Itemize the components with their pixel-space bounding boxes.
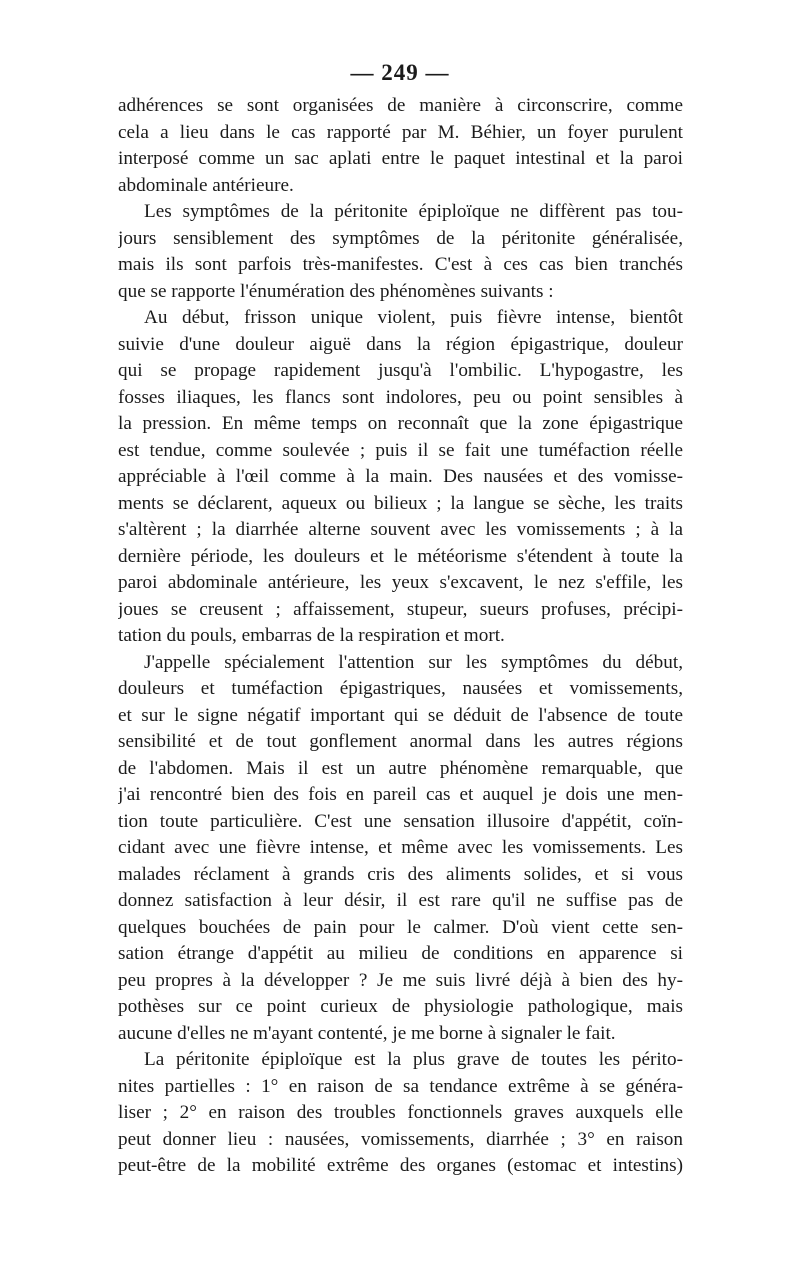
text-line: J'appelle spécialement l'attention sur les symptômes du début, xyxy=(144,651,683,673)
text-line: nites partielles : 1° en raison de sa tendance extrême à se généra- xyxy=(118,1075,683,1097)
text-line: Les symptômes de la péritonite épiploïque ne diffèrent pas tou- xyxy=(144,201,683,222)
text-line: pothèses sur ce point curieux de physiologie pathologique, mais xyxy=(118,996,683,1017)
text-line: de l'abdomen. Mais il est un autre phénomène remarquable, que xyxy=(118,757,683,779)
text-line: joues se creusent ; affaissement, stupeur, sueurs profuses, précipi- xyxy=(118,598,683,620)
text-line: que se rapporte l'énumération des phénomènes suivants : xyxy=(118,280,554,302)
text-line: dernière période, les douleurs et le météorisme s'étendent à toute la xyxy=(118,545,683,567)
text-line: donnez satisfaction à leur désir, il est rare qu'il ne suffise pas de xyxy=(118,890,683,911)
text-line: mais ils sont parfois très-manifestes. C'est à ces cas bien tranchés xyxy=(118,254,683,275)
text-line: Au début, frisson unique violent, puis fièvre intense, bientôt xyxy=(144,307,683,328)
text-line: La péritonite épiploïque est la plus grave de toutes les périto- xyxy=(144,1049,683,1070)
text-line: cela a lieu dans le cas rapporté par M. Béhier, un foyer purulent xyxy=(118,121,683,143)
page-number: — 249 — xyxy=(350,60,450,85)
text-line: abdominale antérieure. xyxy=(118,174,294,196)
text-line: suivie d'une douleur aiguë dans la région épigastrique, douleur xyxy=(118,333,683,355)
text-line: aucune d'elles ne m'ayant contenté, je me borne à signaler le fait. xyxy=(118,1022,616,1044)
body-text xyxy=(118,93,683,1180)
text-line: cidant avec une fièvre intense, et même avec les vomissements. Les xyxy=(118,837,683,858)
text-line: jours sensiblement des symptômes de la péritonite généralisée, xyxy=(118,227,683,249)
text-line: qui se propage rapidement jusqu'à l'ombilic. L'hypogastre, les xyxy=(118,360,683,381)
text-line: sation étrange d'appétit au milieu de conditions en apparence si xyxy=(118,943,683,964)
text-line: malades réclament à grands cris des aliments solides, et si vous xyxy=(118,863,683,885)
text-line: liser ; 2° en raison des troubles fonctionnels graves auxquels elle xyxy=(118,1102,683,1123)
text-line: interposé comme un sac aplati entre le paquet intestinal et la paroi xyxy=(118,148,683,169)
text-line: sensibilité et de tout gonflement anormal dans les autres régions xyxy=(118,731,683,752)
text-line: peu propres à la développer ? Je me suis livré déjà à bien des hy- xyxy=(118,969,683,991)
text-line: fosses iliaques, les flancs sont indolores, peu ou point sensibles à xyxy=(118,386,683,408)
text-line: quelques bouchées de pain pour le calmer. D'où vient cette sen- xyxy=(118,916,683,938)
text-line: paroi abdominale antérieure, les yeux s'excavent, le nez s'effile, les xyxy=(118,572,683,593)
text-line: s'altèrent ; la diarrhée alterne souvent avec les vomissements ; à la xyxy=(118,519,683,540)
text-line: ments se déclarent, aqueux ou bilieux ; la langue se sèche, les traits xyxy=(118,492,683,514)
text-line: peut donner lieu : nausées, vomissements, diarrhée ; 3° en raison xyxy=(118,1128,683,1150)
text-line: adhérences se sont organisées de manière à circonscrire, comme xyxy=(118,95,683,116)
text-line: tion toute particulière. C'est une sensation illusoire d'appétit, coïn- xyxy=(118,810,683,832)
text-line: et sur le signe négatif important qui se déduit de l'absence de toute xyxy=(118,704,683,726)
text-line: la pression. En même temps on reconnaît que la zone épigastrique xyxy=(118,413,683,434)
text-line: douleurs et tuméfaction épigastriques, nausées et vomissements, xyxy=(118,678,683,699)
text-line: tation du pouls, embarras de la respiration et mort. xyxy=(118,625,505,646)
text-line: est tendue, comme soulevée ; puis il se fait une tuméfaction réelle xyxy=(118,439,683,461)
text-line: peut-être de la mobilité extrême des organes (estomac et intestins) xyxy=(118,1155,683,1176)
text-line: appréciable à l'œil comme à la main. Des nausées et des vomisse- xyxy=(118,466,683,487)
text-line: j'ai rencontré bien des fois en pareil cas et auquel je dois une men- xyxy=(118,784,683,805)
